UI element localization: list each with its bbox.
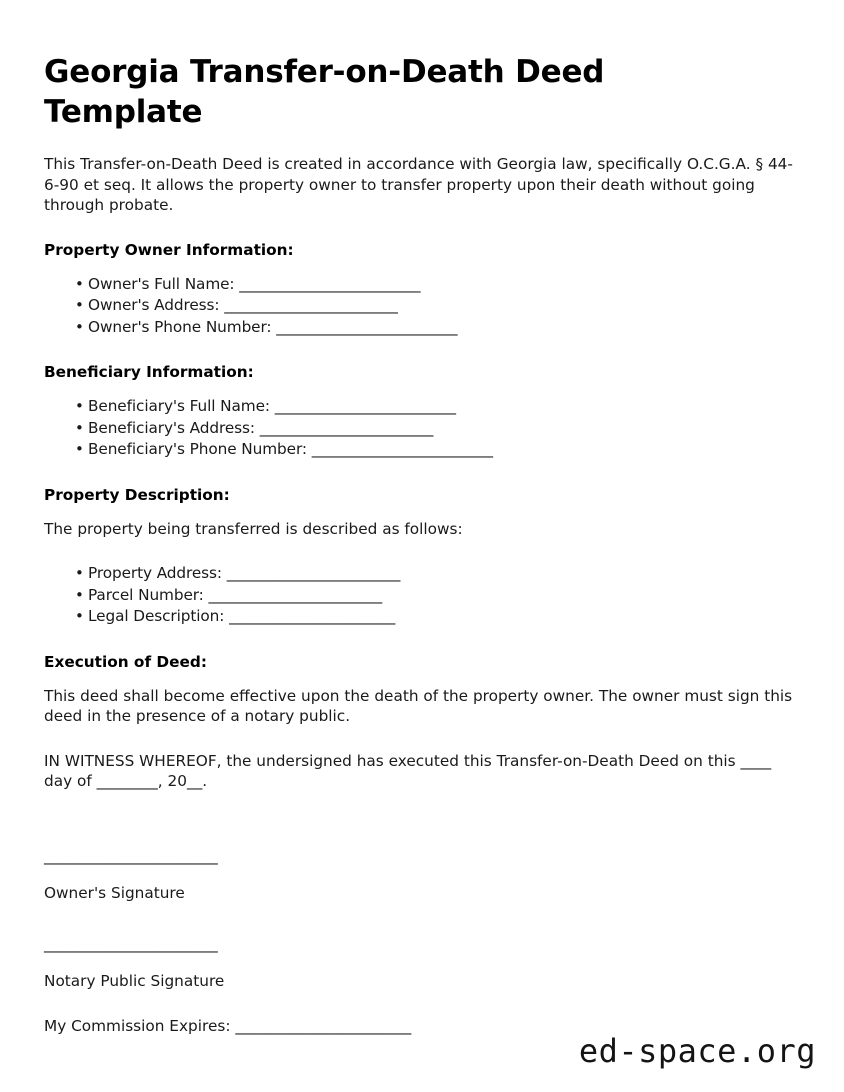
commission-expires-line: My Commission Expires: _______________________ [44,1016,412,1035]
page-title: Georgia Transfer-on-Death Deed Template [44,54,605,130]
section-heading-execution: Execution of Deed: [44,652,207,671]
property-field-list [44,563,800,628]
property-lead-paragraph: The property being transferred is described as follows: [44,519,463,538]
section-heading-property-description: Property Description: [44,485,230,504]
beneficiary-address-field: Beneficiary's Address: _______________________ [88,418,434,437]
execution-paragraph-2: IN WITNESS WHEREOF, the undersigned has executed this Transfer-on-Death Deed on this ____ day of ________, 20__. [44,751,772,790]
site-watermark: ed-space.org [578,1032,816,1070]
list-item [44,563,800,585]
spacer [44,816,800,846]
document-content [44,52,800,1037]
list-item [44,317,800,339]
list-item [44,606,800,628]
spacer [44,904,800,934]
owner-phone-field: Owner's Phone Number: ________________________ [88,317,458,336]
section-heading-owner: Property Owner Information: [44,240,294,259]
owner-field-list [44,274,800,339]
list-item [44,585,800,607]
spacer [44,992,800,1016]
list-item [44,295,800,317]
spacer [44,867,800,883]
section-heading-beneficiary: Beneficiary Information: [44,363,254,381]
beneficiary-full-name-field: Beneficiary's Full Name: ________________________ [88,397,456,415]
property-address-field: Property Address: _______________________ [88,564,401,582]
spacer [44,955,800,971]
execution-paragraph-1: This deed shall become effective upon the death of the property owner. The owner must sign this deed in the presence of a notary public. [44,686,793,725]
owner-address-field: Owner's Address: _______________________ [88,296,398,314]
legal-description-field: Legal Description: ______________________ [88,607,396,625]
notary-signature-label: Notary Public Signature [44,971,225,990]
beneficiary-field-list [44,396,800,461]
list-item [44,439,800,461]
notary-signature-line: _______________________ [44,934,218,953]
parcel-number-field: Parcel Number: _______________________ [88,585,383,604]
intro-paragraph: This Transfer-on-Death Deed is created in accordance with Georgia law, specifically O.C.G.A. § 44-6-90 et seq. It allows the property owner to transfer property upon their death without going through probate. [44,155,793,214]
list-item [44,274,800,296]
owner-full-name-field: Owner's Full Name: ________________________ [88,274,421,293]
owner-signature-line: _______________________ [44,846,218,865]
list-item [44,418,800,440]
owner-signature-label: Owner's Signature [44,883,185,902]
list-item [44,396,800,418]
beneficiary-phone-field: Beneficiary's Phone Number: ________________________ [88,440,493,458]
